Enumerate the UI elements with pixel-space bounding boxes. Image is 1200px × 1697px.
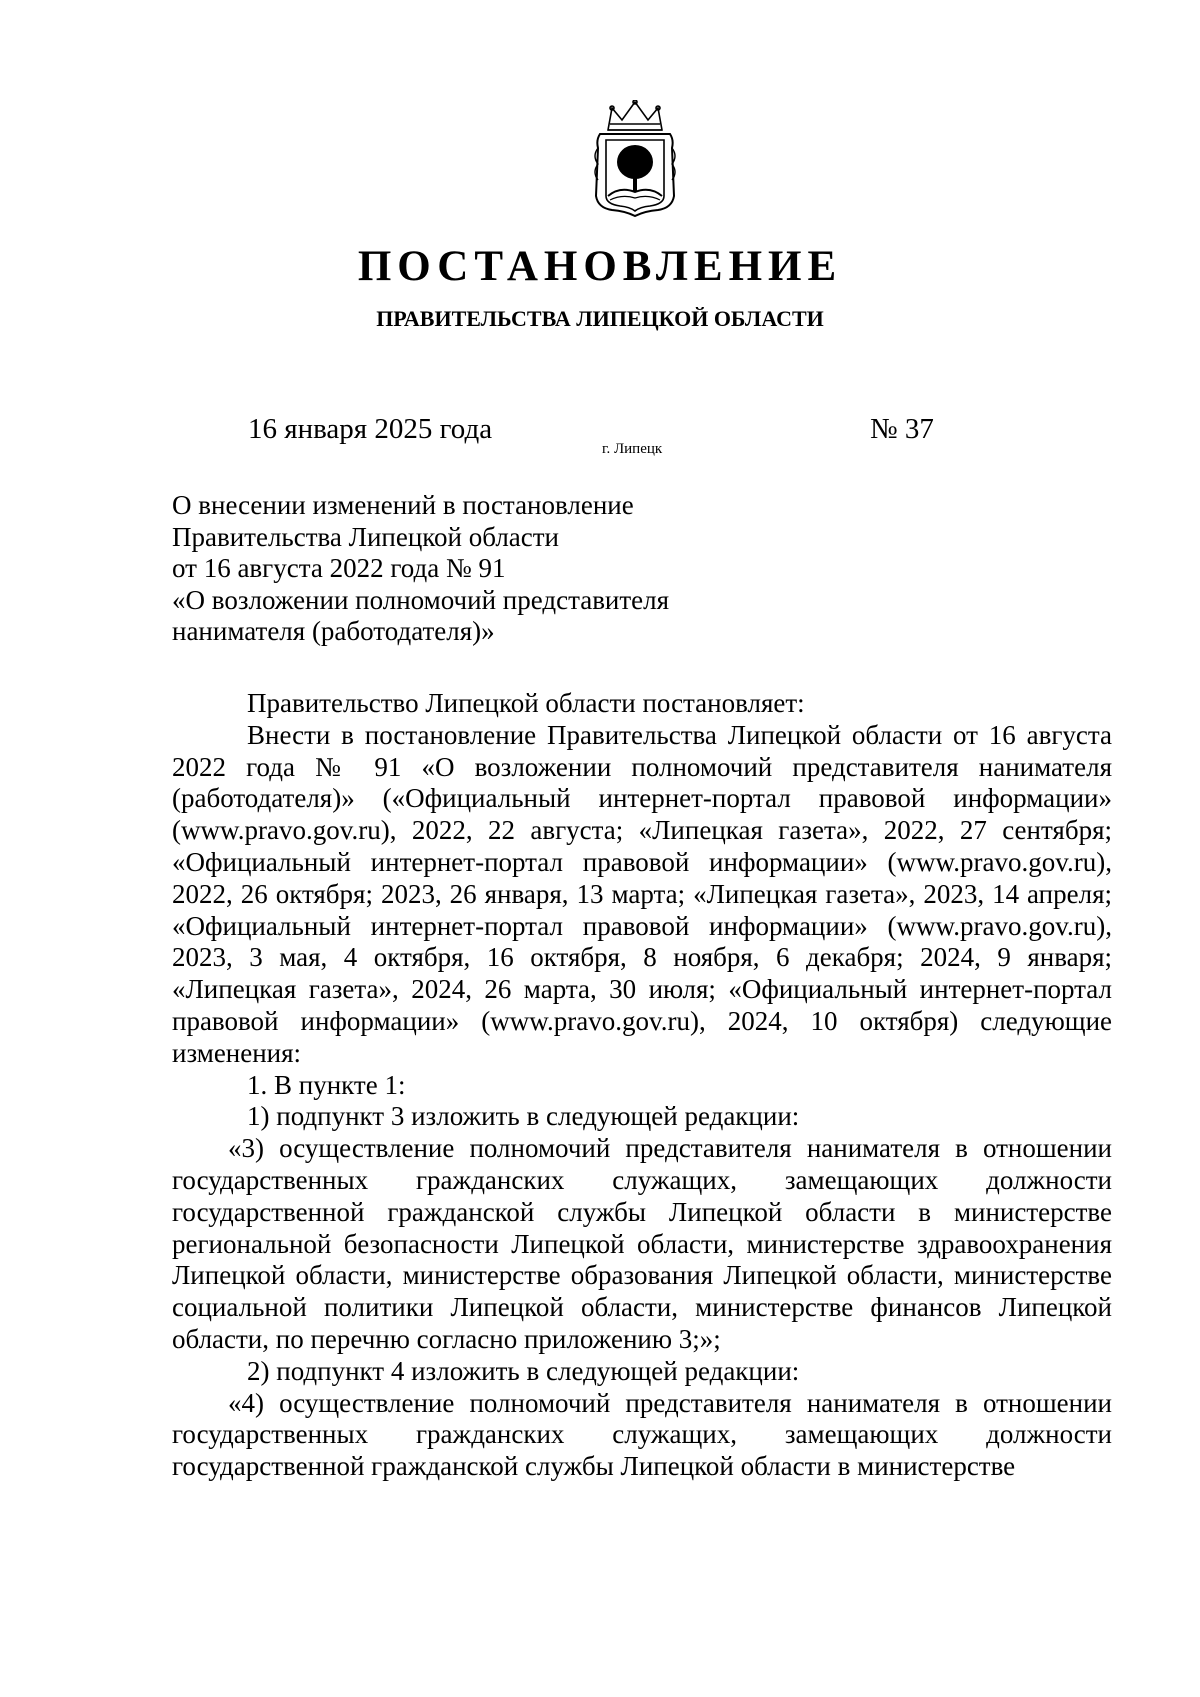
- heading-line: «О возложении полномочий представителя: [172, 584, 670, 615]
- heading-line: нанимателя (работодателя)»: [172, 616, 495, 646]
- paragraph-main: Внести в постановление Правительства Липецкой области от 16 августа 2022 года № 91 «О возложении полномочий представителя нанимателя (работодателя)» («Официальный интернет-портал правовой информации» (www.pravo.gov.ru), 2022, 22 августа; «Липецкая газета», 2022, 27 сентября; «Официальный интернет-портал правовой информации» (www.pravo.gov.ru), 2022, 26 октября; 2023, 26 января, 13 марта; «Липецкая газета», 2023, 14 апреля; «Официальный интернет-портал правовой информации» (www.pravo.gov.ru), 2023, 3 мая, 4 октября, 16 октября, 8 ноября, 6 декабря; 2024, 9 января; «Липецкая газета», 2024, 26 марта, 30 июля; «Официальный интернет-портал правовой информации» (www.pravo.gov.ru), 2024, 10 октября) следующие изменения:: [172, 719, 1112, 1068]
- heading-line: Правительства Липецкой области: [172, 521, 560, 552]
- paragraph-subitem-2: 2) подпункт 4 изложить в следующей редакции:: [247, 1355, 800, 1386]
- paragraph-quote-4: «4) осуществление полномочий представителя нанимателя в отношении государственных гражданских служащих, замещающих должности государственной гражданской службы Липецкой области в министерстве: [172, 1387, 1112, 1482]
- document-title: ПОСТАНОВЛЕНИЕ: [357, 243, 843, 290]
- document-subtitle: ПРАВИТЕЛЬСТВА ЛИПЕЦКОЙ ОБЛАСТИ: [376, 306, 824, 331]
- heading-line: О внесении изменений в постановление: [172, 490, 634, 520]
- paragraph-subitem-1: 1) подпункт 3 изложить в следующей редакции:: [247, 1101, 800, 1132]
- paragraph-quote-3: «3) осуществление полномочий представителя нанимателя в отношении государственных гражданских служащих, замещающих должности государственной гражданской службы Липецкой области в министерстве региональной безопасности Липецкой области, министерстве здравоохранения Липецкой области, министерстве образования Липецкой области, министерстве социальной политики Липецкой области, министерстве финансов Липецкой области, по перечню согласно приложению 3;»;: [172, 1133, 1112, 1354]
- document-number: № 37: [870, 413, 934, 445]
- document-body: [172, 688, 1112, 1483]
- document-heading: [172, 490, 872, 648]
- document-date: 16 января 2025 года: [248, 413, 493, 445]
- paragraph-item-1: 1. В пункте 1:: [247, 1069, 406, 1100]
- heading-line: от 16 августа 2022 года № 91: [172, 553, 506, 583]
- document-city: г. Липецк: [602, 441, 663, 457]
- coat-of-arms-icon: [590, 100, 680, 218]
- paragraph-preamble: Правительство Липецкой области постановляет:: [247, 688, 805, 718]
